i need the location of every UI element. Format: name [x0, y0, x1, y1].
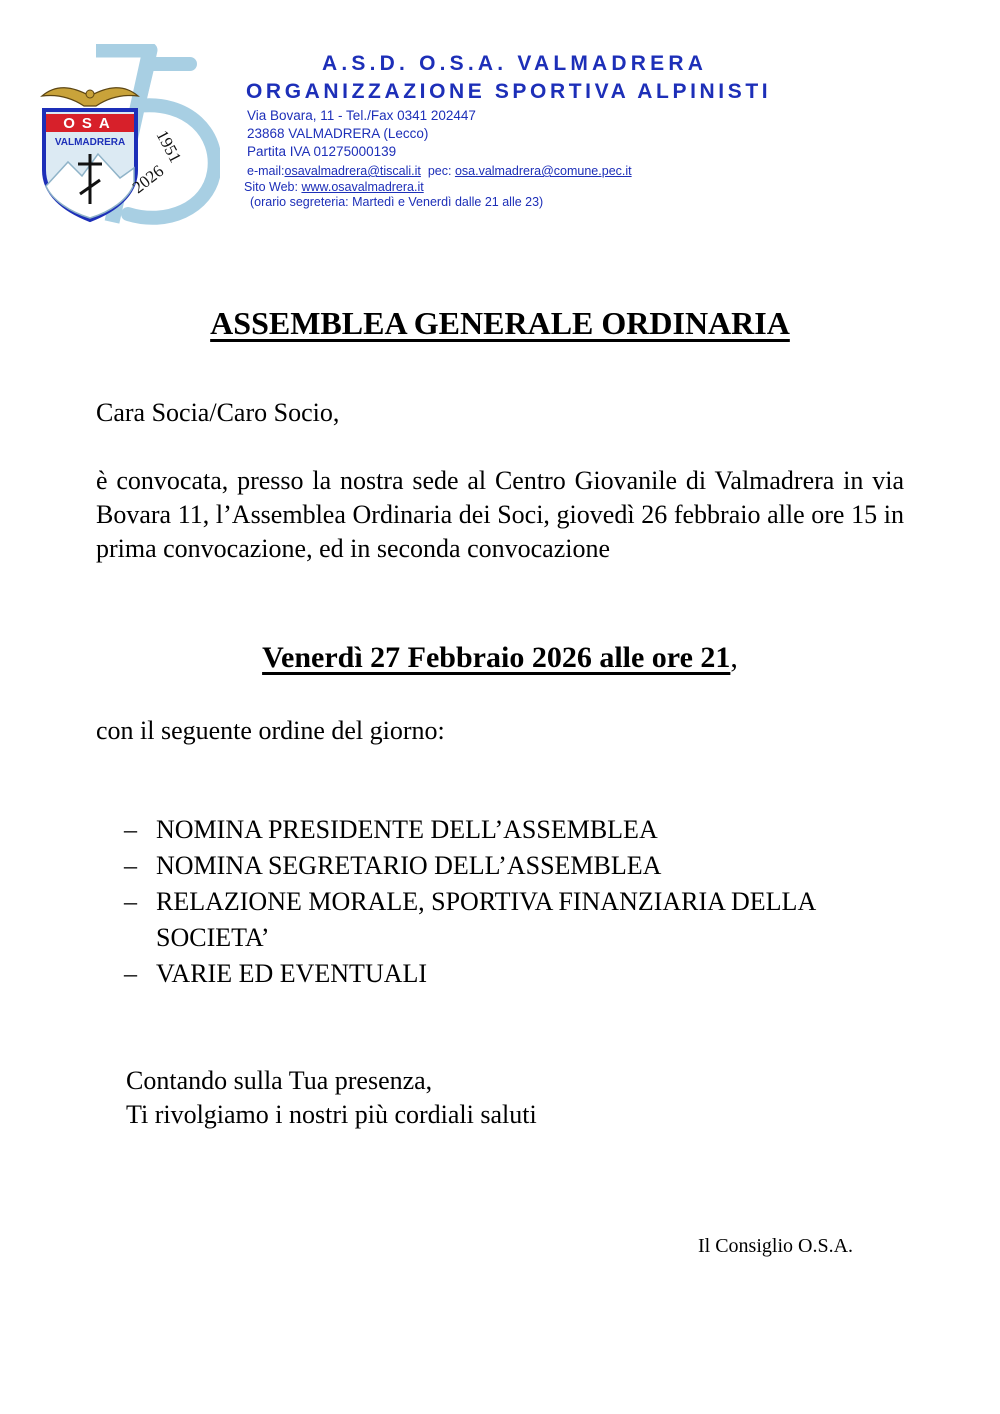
- meeting-date-line: [0, 641, 1000, 675]
- document-title: ASSEMBLEA GENERALE ORDINARIA: [210, 305, 790, 341]
- agenda-item-text: RELAZIONE MORALE, SPORTIVA FINANZIARIA DELLA SOCIETA’: [156, 887, 815, 952]
- email-label: e-mail:: [247, 164, 285, 178]
- convocation-paragraph: è convocata, presso la nostra sede al Centro Giovanile di Valmadrera in via Bovara 11, l’Assemblea Ordinaria dei Soci, giovedì 26 febbraio alle ore 15 in prima convocazione, ed in seconda convocazione: [96, 466, 904, 563]
- pec-label: pec:: [427, 164, 452, 178]
- agenda-intro: con il seguente ordine del giorno:: [96, 716, 445, 745]
- osa-logo: [38, 44, 220, 226]
- agenda-bullet: –: [124, 851, 137, 880]
- agenda-item-text: NOMINA PRESIDENTE DELL’ASSEMBLEA: [156, 815, 658, 844]
- meeting-date-suffix: ,: [730, 641, 738, 674]
- address-line: Via Bovara, 11 - Tel./Fax 0341 202447: [247, 108, 476, 123]
- vat-line: Partita IVA 01275000139: [247, 144, 397, 159]
- org-name: A.S.D. O.S.A. VALMADRERA: [322, 52, 708, 75]
- office-hours: (orario segreteria: Martedì e Venerdì dalle 21 alle 23): [250, 195, 544, 209]
- greeting: Cara Socia/Caro Socio,: [96, 398, 340, 427]
- agenda-item: [124, 812, 884, 848]
- email-link[interactable]: osavalmadrera@tiscali.it: [284, 164, 421, 178]
- meeting-date: Venerdì 27 Febbraio 2026 alle ore 21: [262, 641, 731, 674]
- website-label: Sito Web:: [244, 180, 298, 194]
- agenda-bullet: –: [124, 887, 137, 916]
- logo-acronym: OSA: [63, 115, 117, 132]
- logo-year-start: 1951: [152, 126, 186, 166]
- closing-line-1: Contando sulla Tua presenza,: [126, 1066, 433, 1095]
- pec-link[interactable]: osa.valmadrera@comune.pec.it: [454, 164, 632, 178]
- city-line: 23868 VALMADRERA (Lecco): [247, 126, 429, 141]
- agenda-item-text: NOMINA SEGRETARIO DELL’ASSEMBLEA: [156, 851, 662, 880]
- agenda-bullet: –: [124, 815, 137, 844]
- signature: Il Consiglio O.S.A.: [698, 1235, 854, 1257]
- eagle-icon: [42, 88, 138, 106]
- org-subtitle: ORGANIZZAZIONE SPORTIVA ALPINISTI: [246, 80, 772, 103]
- agenda-item: [124, 884, 884, 956]
- agenda-item: [124, 848, 884, 884]
- logo-place: VALMADRERA: [54, 137, 126, 148]
- website-link[interactable]: www.osavalmadrera.it: [301, 180, 424, 194]
- agenda-list: [124, 812, 884, 992]
- agenda-item-text: VARIE ED EVENTUALI: [156, 959, 428, 988]
- agenda-bullet: –: [124, 959, 137, 988]
- logo-year-end: 2026: [128, 161, 168, 198]
- closing-line-2: Ti rivolgiamo i nostri più cordiali saluti: [126, 1100, 537, 1129]
- agenda-item: [124, 956, 884, 992]
